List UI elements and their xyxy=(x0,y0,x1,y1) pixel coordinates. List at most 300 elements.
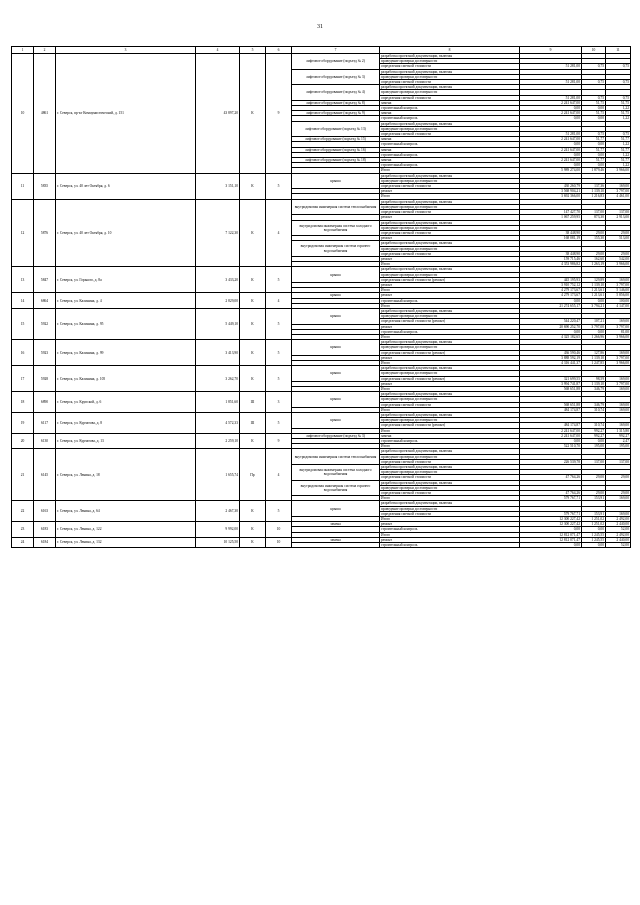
cost: 484 174,87 xyxy=(520,423,582,428)
max-unit-cost: 29,00 xyxy=(606,251,631,256)
column-number: 3 xyxy=(56,47,196,54)
work-type: проведение проверки достоверности xyxy=(380,397,520,402)
unit-cost: 0,00 xyxy=(582,527,606,532)
work-type: строительный контроль xyxy=(380,116,520,121)
cost: 436 590,46 xyxy=(520,350,582,355)
work-type: замена xyxy=(380,433,520,438)
unit-cost: 1 139,10 xyxy=(582,189,606,194)
unit-cost: 1 139,10 xyxy=(582,381,606,386)
work-type: строительный контроль xyxy=(380,329,520,334)
max-unit-cost: 3 797,00 xyxy=(606,189,631,194)
cost: 3 994 741,87 xyxy=(520,381,582,386)
work-type: ремонт xyxy=(380,293,520,298)
unit-cost: 0,75 xyxy=(582,95,606,100)
unit-cost: 1 251,02 xyxy=(582,517,606,522)
cost: 2 241 647,00 xyxy=(520,433,582,438)
cost: 445 195,93 xyxy=(520,277,582,282)
area: 2 829,00 xyxy=(196,293,240,309)
house-id: 6145 xyxy=(34,449,56,501)
work-type: ремонт xyxy=(380,189,520,194)
work-type: определения сметной стоимости (ремонт) xyxy=(380,319,520,324)
cost: 0,00 xyxy=(520,106,582,111)
unit-cost: 1 139,10 xyxy=(582,355,606,360)
work-type: Итого xyxy=(380,444,520,449)
work-type: определения сметной стоимости xyxy=(380,184,520,189)
element-name: крыша xyxy=(292,413,380,429)
unit-cost: 153,91 xyxy=(582,496,606,501)
max-unit-cost: 0,75 xyxy=(606,95,631,100)
wall-material: К xyxy=(240,308,266,339)
row-number: 24 xyxy=(12,537,34,547)
cost: 544 220,47 xyxy=(520,319,582,324)
wall-material: К xyxy=(240,340,266,366)
cost: 522 510,70 xyxy=(520,444,582,449)
floors: 5 xyxy=(266,366,292,392)
work-type: разработка проектной документации, включая xyxy=(380,199,520,204)
house-id: 6890 xyxy=(34,392,56,413)
floors: 3 xyxy=(266,392,292,413)
area: 3 413,90 xyxy=(196,340,240,366)
cost: 2 241 647,00 xyxy=(520,147,582,152)
work-type: определения сметной стоимости (ремонт) xyxy=(380,277,520,282)
work-type: проведение проверки достоверности xyxy=(380,74,520,79)
element-name: лифтовое оборудование (подъезд № 18) xyxy=(292,158,380,163)
work-type: определения сметной стоимости (ремонт) xyxy=(380,423,520,428)
cost: 12 300 227,42 xyxy=(520,522,582,527)
unit-cost: 0,00 xyxy=(582,163,606,168)
unit-cost: 153,91 xyxy=(582,511,606,516)
cost: 0,00 xyxy=(520,298,582,303)
cost: 3 692 366,00 xyxy=(520,194,582,199)
unit-cost: 310,74 xyxy=(582,423,606,428)
cost: 579 767,71 xyxy=(520,496,582,501)
work-type: Итого xyxy=(380,288,520,293)
wall-material: Пр xyxy=(240,449,266,501)
cost: 568 651,88 xyxy=(520,402,582,407)
max-unit-cost: 100,00 xyxy=(606,298,631,303)
unit-cost: 1 247,85 xyxy=(582,360,606,365)
element-name: лифтовое оборудование (подъезд № 3) xyxy=(292,69,380,85)
element-name: крыша xyxy=(292,366,380,382)
page-number: 31 xyxy=(317,24,323,30)
address: г. Северск, ул. Курчатова, д. 8 xyxy=(56,413,196,434)
unit-cost: 0,75 xyxy=(582,80,606,85)
unit-cost: 0,00 xyxy=(582,152,606,157)
unit-cost: 346,79 xyxy=(582,402,606,407)
row-number: 17 xyxy=(12,366,34,392)
header-row xyxy=(12,47,631,54)
unit-cost: 162,60 xyxy=(582,256,606,261)
work-type: разработка проектной документации, включая xyxy=(380,449,520,454)
element-name: лифтовое оборудование (подъезд № 16) xyxy=(292,147,380,152)
element-name: крыша xyxy=(292,173,380,189)
floors: 4 xyxy=(266,199,292,267)
unit-cost: 1 216,83 xyxy=(582,194,606,199)
max-unit-cost: 2 913,00 xyxy=(606,215,631,220)
max-unit-cost: 195,00 xyxy=(606,444,631,449)
work-type: разработка проектной документации, включая xyxy=(380,340,520,345)
work-type: строительный контроль xyxy=(380,106,520,111)
max-unit-cost: 29,00 xyxy=(606,475,631,480)
area: 1 655,74 xyxy=(196,449,240,501)
address: г. Северск, ул. 40 лет Октября, д. 6 xyxy=(56,173,196,199)
max-unit-cost: 3 797,00 xyxy=(606,355,631,360)
cost: 0,00 xyxy=(520,439,582,444)
work-type: Итого xyxy=(380,407,520,412)
wall-material: К xyxy=(240,267,266,293)
element-name: лифтовое оборудование (подъезд № 2) xyxy=(292,54,380,70)
work-type: разработка проектной документации, включая xyxy=(380,366,520,371)
max-unit-cost: 3 797,00 xyxy=(606,282,631,287)
max-unit-cost: 52,00 xyxy=(606,527,631,532)
element-name: лифтовое оборудование (подъезд № 9) xyxy=(292,111,380,116)
cost: 12 812 071,47 xyxy=(520,537,582,542)
element-name: крыша xyxy=(292,267,380,283)
work-type: проведение проверки достоверности xyxy=(380,371,520,376)
unit-cost: 873,30 xyxy=(582,215,606,220)
address: г. Северск, ул. Ленина, д. 18 xyxy=(56,449,196,501)
row-number: 11 xyxy=(12,173,34,199)
element-name: лифтовое оборудование (подъезд № 15) xyxy=(292,137,380,142)
cost: 4 279 173,67 xyxy=(520,288,582,293)
work-type: проведение проверки достоверности xyxy=(380,90,520,95)
element-name: внутридомовая инженерная система холодного водоснабжения xyxy=(292,220,380,236)
wall-material: К xyxy=(240,54,266,174)
address: г. Северск, ул. Калинина, д. 4 xyxy=(56,293,196,309)
work-type: замена xyxy=(380,111,520,116)
max-unit-cost: 29,00 xyxy=(606,491,631,496)
element-name: крыша xyxy=(292,392,380,408)
area: 1 851,60 xyxy=(196,392,240,413)
element-name xyxy=(292,543,380,548)
floors: 10 xyxy=(266,522,292,538)
max-unit-cost: 4 461,00 xyxy=(606,194,631,199)
work-type: разработка проектной документации, включая xyxy=(380,241,520,246)
work-type: Итого xyxy=(380,194,520,199)
work-type: Итого xyxy=(380,334,520,339)
floors: 9 xyxy=(266,433,292,449)
max-unit-cost: 2 440,00 xyxy=(606,522,631,527)
unit-cost: 107,21 xyxy=(582,319,606,324)
element-name: внутридомовая инженерная система теплоснабжения xyxy=(292,449,380,465)
work-type: определения сметной стоимости xyxy=(380,95,520,100)
work-type: проведение проверки достоверности xyxy=(380,59,520,64)
work-type: Итого xyxy=(380,303,520,308)
cost: 0,00 xyxy=(520,116,582,121)
unit-cost: 0,00 xyxy=(582,543,606,548)
unit-cost: 29,00 xyxy=(582,251,606,256)
cost: 147 427,70 xyxy=(520,210,582,215)
area: 43 897,20 xyxy=(196,54,240,174)
unit-cost: 3 794,21 xyxy=(582,303,606,308)
max-unit-cost: 1 315,80 xyxy=(606,428,631,433)
work-type: строительный контроль xyxy=(380,152,520,157)
unit-cost: 51,77 xyxy=(582,147,606,152)
work-type: разработка проектной документации, включая xyxy=(380,308,520,313)
max-unit-cost: 137,00 xyxy=(606,459,631,464)
work-type: проведение проверки достоверности xyxy=(380,126,520,131)
column-number: 11 xyxy=(606,47,631,54)
work-type: разработка проектной документации, включая xyxy=(380,480,520,485)
unit-cost: 992,27 xyxy=(582,428,606,433)
max-unit-cost: 5 856,00 xyxy=(606,293,631,298)
work-type: разработка проектной документации, включая xyxy=(380,220,520,225)
work-type: Итого xyxy=(380,168,520,173)
work-type: ремонт xyxy=(380,256,520,261)
unit-cost: 0,75 xyxy=(582,64,606,69)
max-unit-cost: 29,00 xyxy=(606,230,631,235)
unit-cost: 1 245,55 xyxy=(582,537,606,542)
work-type: определения сметной стоимости xyxy=(380,132,520,137)
address: г. Северск, пр-кт Коммунистический, д. 151 xyxy=(56,54,196,174)
area: 5 449,10 xyxy=(196,308,240,339)
work-type: замена xyxy=(380,100,520,105)
max-unit-cost: 169,00 xyxy=(606,496,631,501)
element-name: лифтовое оборудование (подъезд № 4) xyxy=(292,85,380,101)
max-unit-cost: 1,22 xyxy=(606,142,631,147)
floors: 5 xyxy=(266,173,292,199)
work-type: проведение проверки достоверности xyxy=(380,470,520,475)
work-type: проведение проверки достоверности xyxy=(380,345,520,350)
house-id: 6183 xyxy=(34,522,56,538)
work-type: строительный контроль xyxy=(380,298,520,303)
house-id: 5922 xyxy=(34,308,56,339)
max-unit-cost: 2 492,00 xyxy=(606,517,631,522)
address: г. Северск, ул. Калинина, д. 99 xyxy=(56,340,196,366)
wall-material: Ш xyxy=(240,392,266,413)
cost: 321 699,55 xyxy=(520,376,582,381)
element-name: крыша xyxy=(292,340,380,356)
area: 3 262,70 xyxy=(196,366,240,392)
work-type: проведение проверки достоверности xyxy=(380,225,520,230)
floors: 5 xyxy=(266,267,292,293)
unit-cost: 127,86 xyxy=(582,350,606,355)
area: 10 125,50 xyxy=(196,537,240,547)
cost: 2 241 647,00 xyxy=(520,158,582,163)
house-id: 4861 xyxy=(34,54,56,174)
work-type: разработка проектной документации, включая xyxy=(380,85,520,90)
area: 2 259,10 xyxy=(196,433,240,449)
max-unit-cost: 2,47 xyxy=(606,439,631,444)
cost: 5 989 274,00 xyxy=(520,168,582,173)
work-type: разработка проектной документации, включая xyxy=(380,413,520,418)
max-unit-cost: 3 966,00 xyxy=(606,262,631,267)
house-id: 5876 xyxy=(34,199,56,267)
max-unit-cost: 4 147,00 xyxy=(606,303,631,308)
cost: 159 715,46 xyxy=(520,256,582,261)
work-type: проведение проверки достоверности xyxy=(380,272,520,277)
cost: 2 241 647,00 xyxy=(520,137,582,142)
house-id: 6163 xyxy=(34,501,56,522)
column-number: 7 xyxy=(292,47,380,54)
area: 3 151,10 xyxy=(196,173,240,199)
house-id: 6130 xyxy=(34,433,56,449)
work-type: ремонт xyxy=(380,381,520,386)
wall-material: К xyxy=(240,199,266,267)
work-type: ремонт xyxy=(380,355,520,360)
cost: 21 274 655,17 xyxy=(520,303,582,308)
floors: 5 xyxy=(266,308,292,339)
unit-cost: 0,00 xyxy=(582,116,606,121)
cost: 20 690 252,70 xyxy=(520,324,582,329)
work-type: строительный контроль xyxy=(380,142,520,147)
area: 7 122,30 xyxy=(196,199,240,267)
unit-cost: 137,00 xyxy=(582,459,606,464)
element-name: лифтовое оборудование (подъезд № 13) xyxy=(292,121,380,137)
unit-cost: 98,59 xyxy=(582,376,606,381)
max-unit-cost: 3 966,00 xyxy=(606,334,631,339)
max-unit-cost: 169,00 xyxy=(606,423,631,428)
work-type: Итого xyxy=(380,428,520,433)
address: г. Северск, ул. 40 лет Октября, д. 10 xyxy=(56,199,196,267)
unit-cost: 1 251,02 xyxy=(582,522,606,527)
address: г. Северск, ул. Курчатова, д. 13 xyxy=(56,433,196,449)
max-unit-cost: 51,77 xyxy=(606,158,631,163)
max-unit-cost: 169,00 xyxy=(606,402,631,407)
work-type: проведение проверки достоверности xyxy=(380,506,520,511)
work-type: Итого xyxy=(380,517,520,522)
cost: 51 281,00 xyxy=(520,95,582,100)
max-unit-cost: 52,00 xyxy=(606,543,631,548)
work-type: Итого xyxy=(380,262,520,267)
unit-cost: 155,30 xyxy=(582,236,606,241)
wall-material: К xyxy=(240,366,266,392)
unit-cost: 0,00 xyxy=(582,439,606,444)
max-unit-cost: 0,75 xyxy=(606,132,631,137)
wall-material: К xyxy=(240,522,266,538)
cost: 3 910 752,12 xyxy=(520,282,582,287)
cost: 47 764,26 xyxy=(520,491,582,496)
work-type: определения сметной стоимости xyxy=(380,402,520,407)
column-number: 4 xyxy=(196,47,240,54)
max-unit-cost: 169,00 xyxy=(606,407,631,412)
house-id: 6864 xyxy=(34,293,56,309)
cost: 0,00 xyxy=(520,163,582,168)
area: 3 433,20 xyxy=(196,267,240,293)
cost: 484 174,87 xyxy=(520,407,582,412)
max-unit-cost: 513,00 xyxy=(606,236,631,241)
work-type: ремонт xyxy=(380,282,520,287)
unit-cost: 0,00 xyxy=(582,106,606,111)
max-unit-cost: 1,22 xyxy=(606,163,631,168)
element-name: крыша xyxy=(292,501,380,517)
work-type: строительный контроль xyxy=(380,543,520,548)
wall-material: К xyxy=(240,537,266,547)
column-number: 8 xyxy=(380,47,520,54)
work-type: замена xyxy=(380,147,520,152)
unit-cost: 0,00 xyxy=(582,142,606,147)
row-number: 10 xyxy=(12,54,34,174)
work-type: разработка проектной документации, включая xyxy=(380,69,520,74)
work-type: строительный контроль xyxy=(380,439,520,444)
max-unit-cost: 169,00 xyxy=(606,350,631,355)
unit-cost: 310,74 xyxy=(582,407,606,412)
work-type: разработка проектной документации, включая xyxy=(380,465,520,470)
cost: 12 812 071,47 xyxy=(520,532,582,537)
max-unit-cost: 0,75 xyxy=(606,64,631,69)
work-type: проведение проверки достоверности xyxy=(380,178,520,183)
cost: 51 281,00 xyxy=(520,64,582,69)
cost: 168 081,19 xyxy=(520,236,582,241)
max-unit-cost: 51,77 xyxy=(606,137,631,142)
floors: 4 xyxy=(266,293,292,309)
cost: 579 767,71 xyxy=(520,511,582,516)
cost: 4 316 441,37 xyxy=(520,360,582,365)
cost: 51 281,00 xyxy=(520,80,582,85)
unit-cost: 1 879,46 xyxy=(582,168,606,173)
work-type: ремонт xyxy=(380,537,520,542)
cost: 12 300 227,42 xyxy=(520,517,582,522)
unit-cost: 1 213,61 xyxy=(582,288,606,293)
work-type: разработка проектной документации, включая xyxy=(380,54,520,59)
unit-cost: 129,89 xyxy=(582,277,606,282)
work-type: Итого xyxy=(380,387,520,392)
house-id: 5835 xyxy=(34,173,56,199)
work-type: проведение проверки достоверности xyxy=(380,246,520,251)
cost: 2 241 647,00 xyxy=(520,100,582,105)
work-type: определения сметной стоимости xyxy=(380,491,520,496)
element-name: лифтовое оборудование (подъезд № 8) xyxy=(292,100,380,105)
floors: 4 xyxy=(266,449,292,501)
cost: 3 568 904,21 xyxy=(520,189,582,194)
work-type: ремонт xyxy=(380,215,520,220)
work-type: определения сметной стоимости xyxy=(380,80,520,85)
work-type: замена xyxy=(380,137,520,142)
work-type: ремонт xyxy=(380,522,520,527)
work-type: определения сметной стоимости (ремонт) xyxy=(380,350,520,355)
unit-cost: 0,00 xyxy=(582,298,606,303)
element-name: внутридомовая инженерная система холодного водоснабжения xyxy=(292,465,380,481)
work-type: определения сметной стоимости xyxy=(380,511,520,516)
unit-cost: 1 263,19 xyxy=(582,262,606,267)
column-number: 9 xyxy=(520,47,582,54)
work-type: определения сметной стоимости xyxy=(380,210,520,215)
unit-cost: 1 245,55 xyxy=(582,532,606,537)
cost: 3 888 592,19 xyxy=(520,355,582,360)
work-type: разработка проектной документации, включая xyxy=(380,392,520,397)
wall-material: Ш xyxy=(240,413,266,434)
floors: 5 xyxy=(266,340,292,366)
work-type: определения сметной стоимости xyxy=(380,230,520,235)
unit-cost: 992,27 xyxy=(582,433,606,438)
cost: 568 651,88 xyxy=(520,387,582,392)
work-type: проведение проверки достоверности xyxy=(380,485,520,490)
max-unit-cost: 992,27 xyxy=(606,433,631,438)
max-unit-cost: 51,75 xyxy=(606,111,631,116)
wall-material: К xyxy=(240,293,266,309)
row-number: 23 xyxy=(12,522,34,538)
wall-material: К xyxy=(240,173,266,199)
address: г. Северск, ул. Горького, д. 8а xyxy=(56,267,196,293)
cost: 0,00 xyxy=(520,329,582,334)
unit-cost: 0,75 xyxy=(582,132,606,137)
max-unit-cost: 3 797,00 xyxy=(606,324,631,329)
unit-cost: 51,75 xyxy=(582,100,606,105)
work-type: определения сметной стоимости xyxy=(380,475,520,480)
capital-repair-table xyxy=(11,46,631,548)
row-number: 15 xyxy=(12,308,34,339)
unit-cost: 3 797,00 xyxy=(582,324,606,329)
cost: 0,00 xyxy=(520,543,582,548)
house-id: 5923 xyxy=(34,340,56,366)
max-unit-cost: 3 797,00 xyxy=(606,381,631,386)
address: г. Северск, ул. Калинина, д. 105 xyxy=(56,366,196,392)
cost: 0,00 xyxy=(520,152,582,157)
max-unit-cost: 169,00 xyxy=(606,184,631,189)
cost: 430 260,79 xyxy=(520,184,582,189)
house-id: 6184 xyxy=(34,537,56,547)
column-number: 5 xyxy=(240,47,266,54)
